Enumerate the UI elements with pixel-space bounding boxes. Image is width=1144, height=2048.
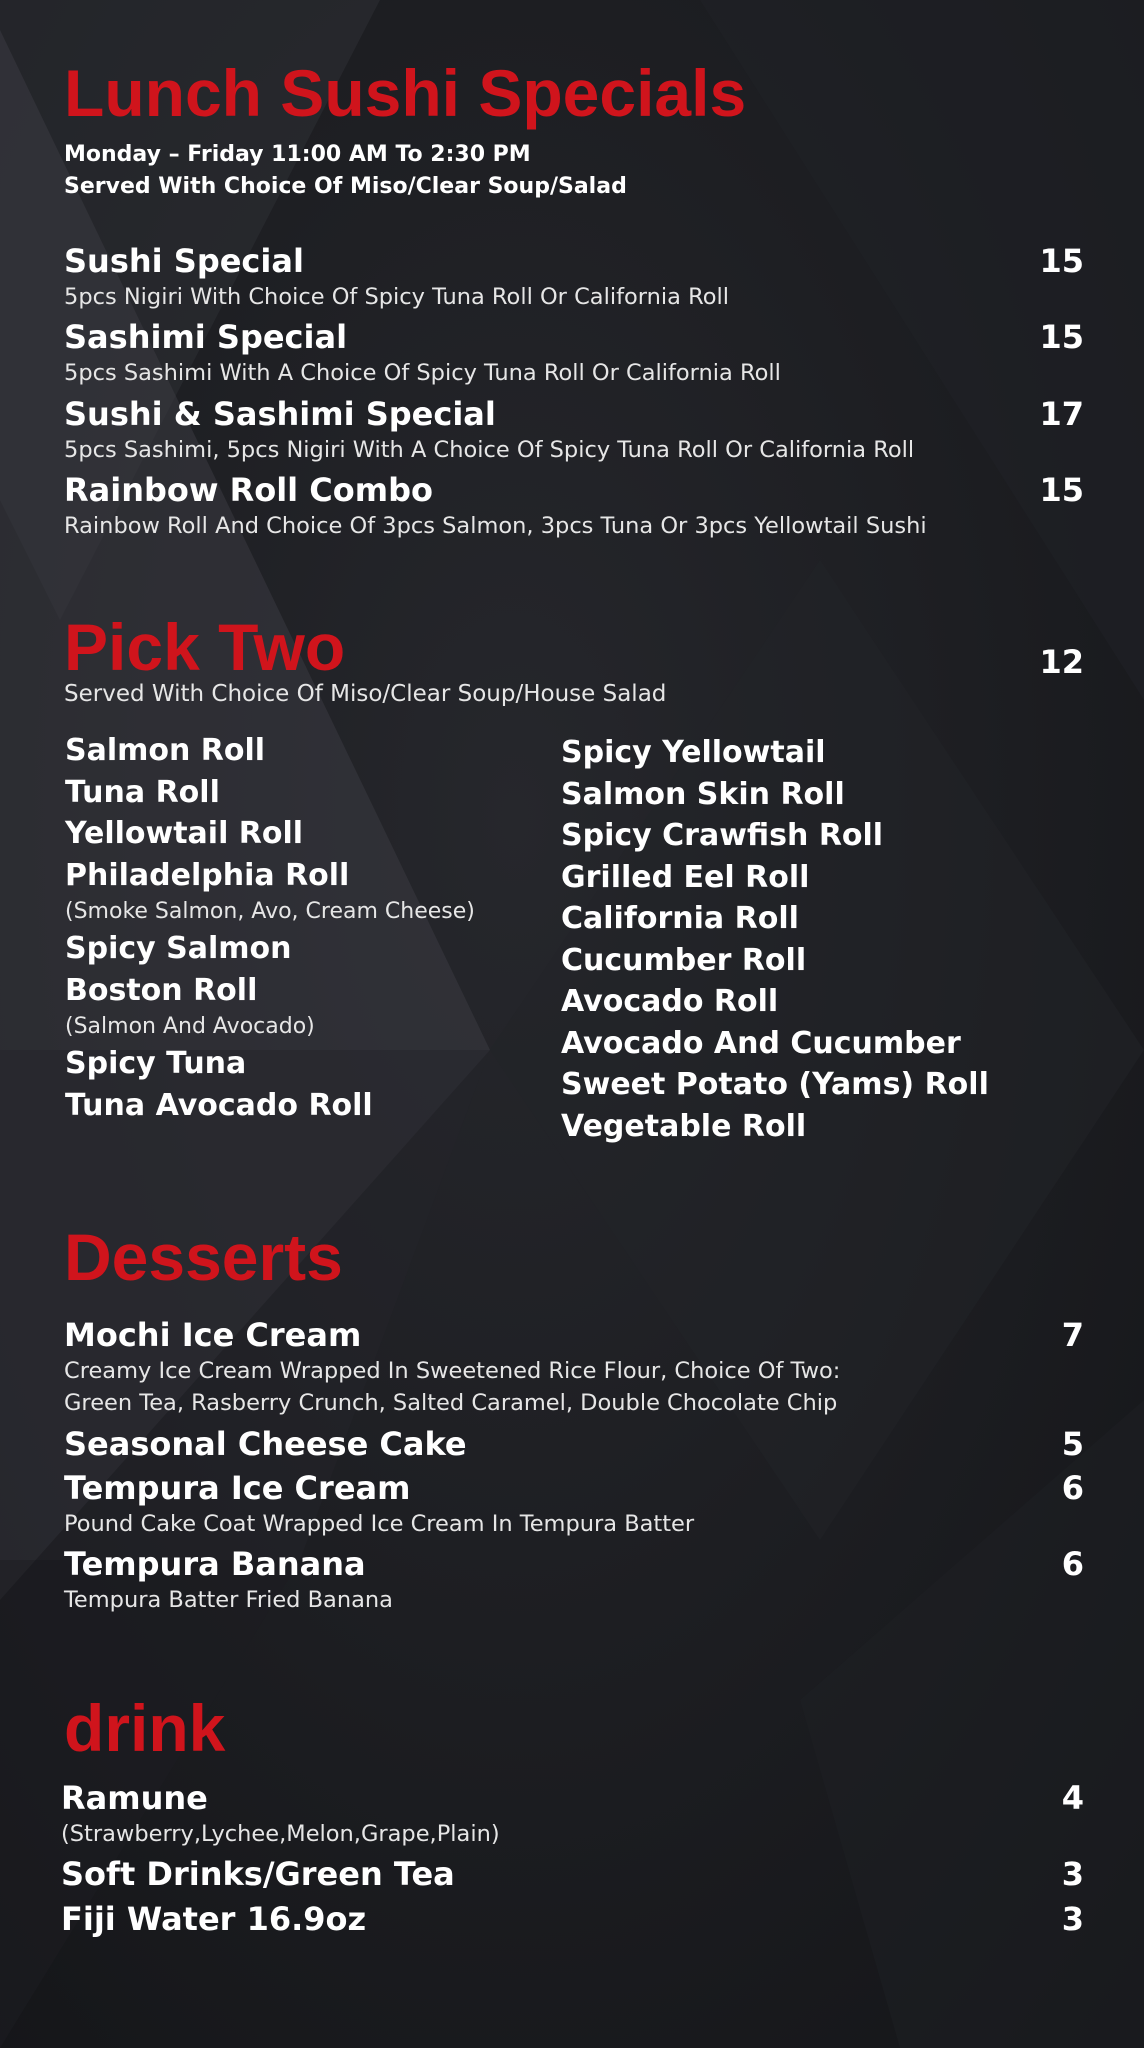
list-item: Vegetable Roll xyxy=(561,1108,807,1144)
item-description: 5pcs Sashimi, 5pcs Nigiri With A Choice Of Spicy Tuna Roll Or California Roll xyxy=(64,437,915,463)
item-name: Rainbow Roll Combo xyxy=(64,471,433,509)
lunch-hours: Monday – Friday 11:00 AM To 2:30 PM xyxy=(64,142,531,167)
item-price: 3 xyxy=(1061,1900,1084,1938)
menu-item-soft-drinks xyxy=(61,1854,1084,1894)
item-price: 15 xyxy=(1039,242,1084,280)
menu-item-mochi-ice-cream xyxy=(64,1315,1084,1419)
list-item: Spicy Crawfish Roll xyxy=(561,818,884,853)
menu-item-seasonal-cheese-cake xyxy=(64,1424,1084,1464)
item-name: Fiji Water 16.9oz xyxy=(61,1900,367,1938)
menu-item-sushi-sashimi-special xyxy=(64,394,1084,466)
lunch-specials-heading: Lunch Sushi Specials xyxy=(64,56,747,130)
menu-item-tempura-ice-cream xyxy=(64,1468,1084,1540)
list-item: Avocado Roll xyxy=(561,984,779,1019)
item-description: Creamy Ice Cream Wrapped In Sweetened Rice Flour, Choice Of Two: xyxy=(64,1358,841,1384)
list-item: Spicy Yellowtail xyxy=(561,735,826,770)
list-item: California Roll xyxy=(561,901,799,936)
item-name: Ramune xyxy=(61,1779,208,1817)
list-item: Boston Roll xyxy=(65,972,258,1008)
menu-item-fiji-water xyxy=(61,1899,1084,1939)
list-item: Salmon Roll xyxy=(65,733,266,768)
list-item-note: (Smoke Salmon, Avo, Cream Cheese) xyxy=(65,899,475,924)
list-item: Sweet Potato (Yams) Roll xyxy=(561,1067,989,1102)
item-price: 15 xyxy=(1039,471,1084,509)
item-price: 6 xyxy=(1061,1545,1084,1583)
item-price: 6 xyxy=(1061,1469,1084,1507)
item-name: Sashimi Special xyxy=(64,318,348,356)
item-name: Tempura Banana xyxy=(64,1545,366,1583)
list-item: Yellowtail Roll xyxy=(65,816,304,851)
item-description: Rainbow Roll And Choice Of 3pcs Salmon, 3pcs Tuna Or 3pcs Yellowtail Sushi xyxy=(64,513,927,539)
item-description: (Strawberry,Lychee,Melon,Grape,Plain) xyxy=(61,1821,500,1847)
item-name: Seasonal Cheese Cake xyxy=(64,1425,467,1463)
item-price: 3 xyxy=(1061,1855,1084,1893)
pick-two-heading: Pick Two xyxy=(64,610,346,684)
pick-two-right-column xyxy=(561,732,989,1147)
menu-item-ramune xyxy=(61,1778,1084,1850)
list-item: Tuna Avocado Roll xyxy=(65,1087,373,1123)
list-item: Grilled Eel Roll xyxy=(561,859,810,895)
item-description: Tempura Batter Fried Banana xyxy=(64,1587,393,1613)
menu-item-sashimi-special xyxy=(64,317,1084,389)
list-item: Avocado And Cucumber xyxy=(561,1025,961,1061)
item-price: 5 xyxy=(1061,1425,1084,1463)
list-item-note: (Salmon And Avocado) xyxy=(65,1014,315,1039)
item-description: Green Tea, Rasberry Crunch, Salted Caramel, Double Chocolate Chip xyxy=(64,1390,838,1416)
pick-two-price: 12 xyxy=(1039,643,1084,681)
item-price: 4 xyxy=(1061,1779,1084,1817)
item-name: Sushi Special xyxy=(64,242,304,280)
item-price: 17 xyxy=(1039,395,1084,433)
lunch-served-with: Served With Choice Of Miso/Clear Soup/Salad xyxy=(64,174,627,199)
item-name: Sushi & Sashimi Special xyxy=(64,395,496,433)
item-description: 5pcs Nigiri With Choice Of Spicy Tuna Roll Or California Roll xyxy=(64,284,729,310)
menu-item-tempura-banana xyxy=(64,1544,1084,1616)
item-description: Pound Cake Coat Wrapped Ice Cream In Tempura Batter xyxy=(64,1511,695,1537)
menu-item-rainbow-roll-combo xyxy=(64,470,1084,542)
list-item: Spicy Tuna xyxy=(65,1046,247,1081)
menu-item-sushi-special xyxy=(64,241,1084,313)
drink-heading: drink xyxy=(64,1691,226,1765)
item-price: 15 xyxy=(1039,318,1084,356)
desserts-heading: Desserts xyxy=(64,1220,343,1294)
list-item: Philadelphia Roll xyxy=(65,857,350,893)
list-item: Tuna Roll xyxy=(65,774,220,810)
pick-two-left-column xyxy=(65,730,475,1126)
item-description: 5pcs Sashimi With A Choice Of Spicy Tuna Roll Or California Roll xyxy=(64,360,781,386)
item-name: Soft Drinks/Green Tea xyxy=(61,1855,455,1893)
item-price: 7 xyxy=(1061,1316,1084,1354)
item-name: Tempura Ice Cream xyxy=(64,1469,411,1507)
item-name: Mochi Ice Cream xyxy=(64,1316,362,1354)
list-item: Salmon Skin Roll xyxy=(561,776,845,812)
pick-two-served-with: Served With Choice Of Miso/Clear Soup/House Salad xyxy=(64,681,667,707)
list-item: Spicy Salmon xyxy=(65,931,292,966)
list-item: Cucumber Roll xyxy=(561,942,807,978)
